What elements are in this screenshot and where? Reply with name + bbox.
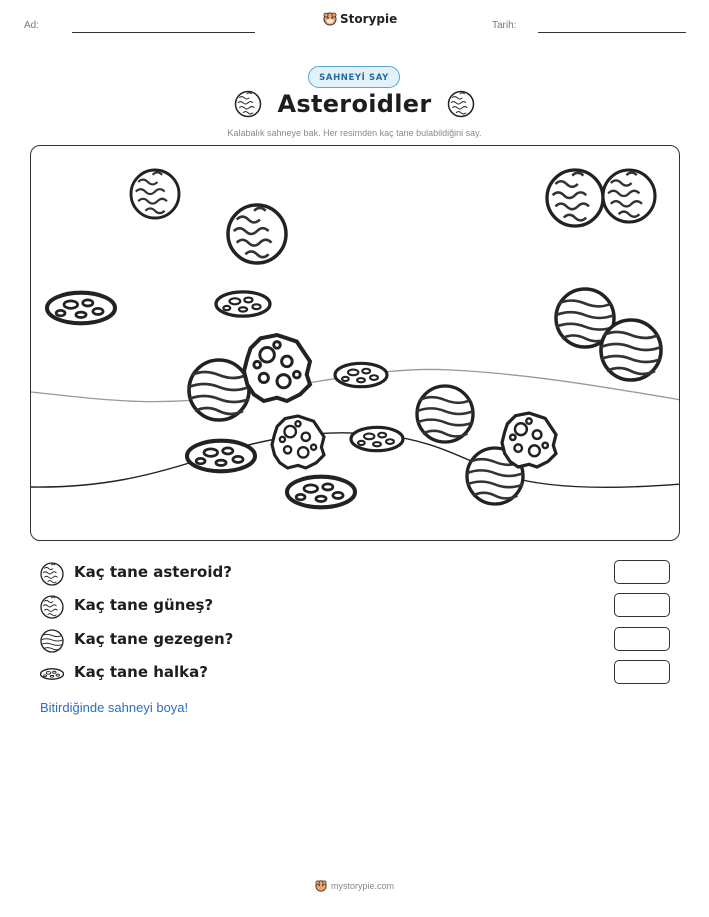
asteroid-icon <box>244 335 310 401</box>
scene-illustration <box>31 146 680 541</box>
storypie-mascot-icon <box>323 12 337 26</box>
question-text: Kaç tane gezegen? <box>74 630 234 648</box>
coloring-note: Bitirdiğinde sahneyi boya! <box>40 700 189 715</box>
counting-scene <box>30 145 680 541</box>
sun-icon <box>40 562 64 586</box>
question-text: Kaç tane asteroid? <box>74 563 232 581</box>
page-title: Asteroidler <box>277 90 432 118</box>
date-field[interactable] <box>538 32 686 33</box>
ring-icon <box>40 662 64 686</box>
brand-logo <box>323 12 397 26</box>
title-row <box>0 90 709 118</box>
answer-box[interactable] <box>614 627 670 651</box>
planet-icon <box>189 360 249 420</box>
sun-icon <box>447 90 475 118</box>
footer <box>0 880 709 892</box>
sun-icon <box>228 205 286 263</box>
question-row <box>40 593 670 619</box>
sun-icon <box>234 90 262 118</box>
ring-icon <box>47 293 115 324</box>
name-label: Ad: <box>24 20 40 31</box>
planet-icon <box>601 320 661 380</box>
storypie-mascot-icon <box>315 880 327 892</box>
sun-icon <box>131 170 179 218</box>
footer-url[interactable]: mystorypie.com <box>330 881 394 891</box>
sun-icon <box>40 595 64 619</box>
ring-icon <box>216 292 270 316</box>
ring-icon <box>335 363 387 386</box>
answer-box[interactable] <box>614 593 670 617</box>
brand-name: Storypie <box>340 12 398 26</box>
instructions: Kalabalık sahneye bak. Her resimden kaç tane bulabildiğini say. <box>227 128 482 138</box>
answer-box[interactable] <box>614 660 670 684</box>
planet-icon <box>417 386 473 442</box>
question-row <box>40 560 670 586</box>
question-text: Kaç tane güneş? <box>74 596 214 614</box>
question-text: Kaç tane halka? <box>74 663 208 681</box>
ring-icon <box>351 427 403 450</box>
question-row <box>40 627 670 653</box>
planet-icon <box>40 629 64 653</box>
name-field[interactable] <box>72 32 255 33</box>
sun-icon <box>547 170 603 226</box>
answer-box[interactable] <box>614 560 670 584</box>
ring-icon <box>287 477 355 508</box>
asteroid-icon <box>272 416 324 468</box>
activity-badge: SAHNEYİ SAY <box>308 66 400 88</box>
sun-icon <box>603 170 655 222</box>
ring-icon <box>187 441 255 472</box>
date-label: Tarih: <box>492 20 517 31</box>
question-row <box>40 660 670 686</box>
asteroid-icon <box>502 413 556 467</box>
